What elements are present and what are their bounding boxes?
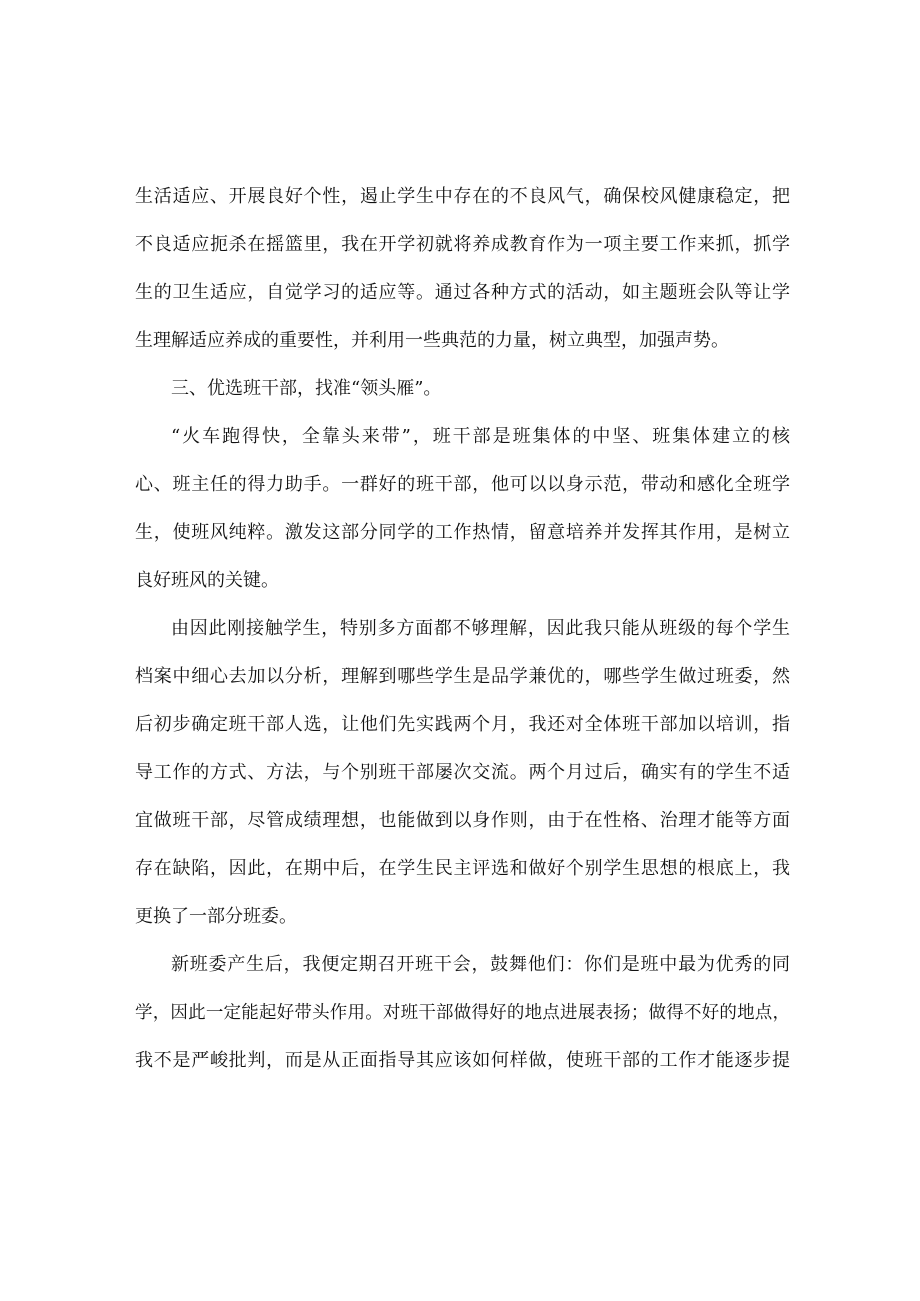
paragraph-4-line-7: 更换了一部分班委。 — [135, 906, 297, 927]
paragraph-4-line-2: 档案中细心去加以分析，理解到哪些学生是品学兼优的，哪些学生做过班委，然 — [135, 666, 790, 687]
paragraph-3-line-4: 良好班风的关键。 — [135, 570, 279, 591]
paragraph-4-line-6: 存在缺陷，因此，在期中后，在学生民主评选和做好个别学生思想的根底上，我 — [135, 858, 790, 879]
paragraph-1-line-3: 生的卫生适应，自觉学习的适应等。通过各种方式的活动，如主题班会队等让学 — [135, 282, 790, 303]
paragraph-3-line-1: “火车跑得快，全靠头来带”，班干部是班集体的中坚、班集体建立的核 — [171, 426, 790, 447]
paragraph-3-line-3: 生，使班风纯粹。激发这部分同学的工作热情，留意培养并发挥其作用，是树立 — [135, 522, 790, 543]
paragraph-1-line-1: 生活适应、开展良好个性，遏止学生中存在的不良风气，确保校风健康稳定，把 — [135, 186, 790, 207]
paragraph-4-line-3: 后初步确定班干部人选，让他们先实践两个月，我还对全体班干部加以培训，指 — [135, 714, 790, 735]
paragraph-4-line-1: 由因此刚接触学生，特别多方面都不够理解，因此我只能从班级的每个学生 — [171, 618, 790, 639]
paragraph-1-line-4: 生理解适应养成的重要性，并利用一些典范的力量，树立典型，加强声势。 — [135, 330, 729, 351]
paragraph-5-line-1: 新班委产生后，我便定期召开班干会，鼓舞他们：你们是班中最为优秀的同 — [171, 954, 790, 975]
paragraph-3-line-2: 心、班主任的得力助手。一群好的班干部，他可以以身示范，带动和感化全班学 — [135, 474, 790, 495]
section-heading: 三、优选班干部，找准“领头雁”。 — [171, 378, 442, 399]
paragraph-5-line-2: 学，因此一定能起好带头作用。对班干部做得好的地点进展表扬；做得不好的地点， — [135, 1003, 790, 1023]
paragraph-4-line-5: 宜做班干部，尽管成绩理想，也能做到以身作则，由于在性格、治理才能等方面 — [135, 810, 790, 831]
paragraph-4-line-4: 导工作的方式、方法，与个别班干部屡次交流。两个月过后，确实有的学生不适 — [135, 762, 790, 783]
paragraph-1-line-2: 不良适应扼杀在摇篮里，我在开学初就将养成教育作为一项主要工作来抓，抓学 — [135, 234, 790, 255]
paragraph-5-line-3: 我不是严峻批判，而是从正面指导其应该如何样做，使班干部的工作才能逐步提 — [135, 1050, 790, 1071]
